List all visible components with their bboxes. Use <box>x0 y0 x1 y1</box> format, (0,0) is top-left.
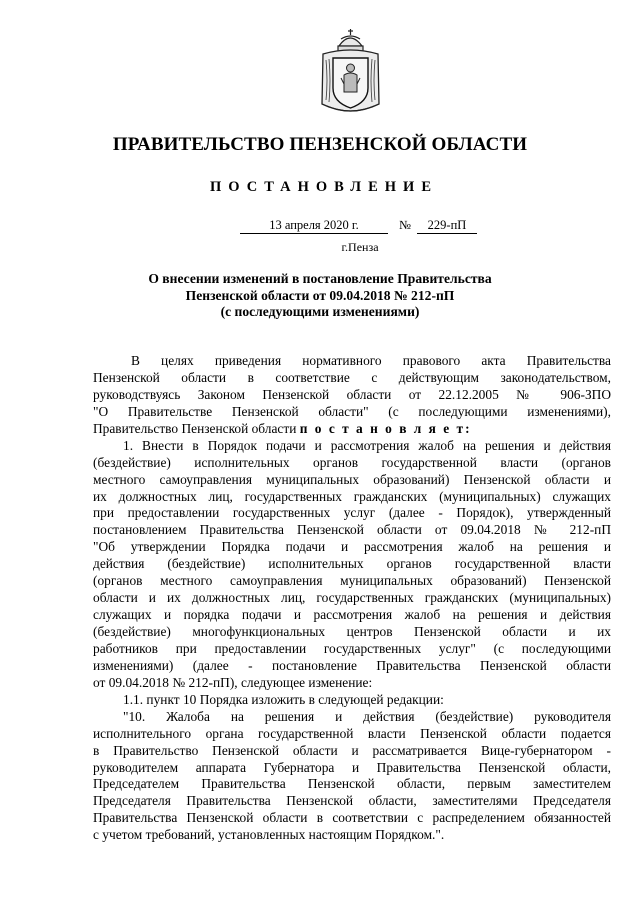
text-line: 1. Внести в Порядок подачи и рассмотрения жалоб на решения и действия <box>123 437 611 453</box>
document-body <box>93 353 611 844</box>
text-line: области и их должностных лиц, государственных гражданских (муниципальных) <box>93 590 611 606</box>
number-sign: № <box>399 218 411 232</box>
text-line: с учетом требований, установленных настоящим Порядком.". <box>93 827 445 843</box>
text-line: руководствуясь Законом Пензенской области от 22.12.2005 № 906-ЗПО <box>93 386 611 402</box>
text-line: их должностных лиц, государственных гражданских (муниципальных) служащих <box>93 488 611 504</box>
text-line: 1.1. пункт 10 Порядка изложить в следующей редакции: <box>123 691 444 707</box>
text-line: Правительства Пензенской области в соответствии с распределением обязанностей <box>93 810 611 826</box>
text-line: Председателем Правительства Пензенской области, первым заместителем <box>93 776 611 792</box>
text-line: действия (бездействие) исполнительных органов государственной власти <box>93 556 611 572</box>
document-type: ПОСТАНОВЛЕНИЕ <box>209 179 438 195</box>
text-line: (бездействие) многофункциональных центров Пензенской области и их <box>93 624 611 639</box>
text-fragment: Правительство Пензенской области <box>93 420 297 436</box>
text-line: (органов местного самоуправления муниципальных образований) Пензенской <box>93 573 611 589</box>
text-line: "О Правительстве Пензенской области" (с последующими изменениями), <box>93 403 611 419</box>
text-line: В целях приведения нормативного правового акта Правительства <box>131 353 611 368</box>
coat-of-arms-icon <box>313 26 388 118</box>
text-line: исполнительного органа государственной власти Пензенской области подается <box>93 725 611 741</box>
text-line: постановлением Правительства Пензенской области от 09.04.2018 № 212-пП <box>93 522 611 538</box>
text-line: изменениями) (далее - постановление Правительства Пензенской области <box>93 657 611 673</box>
heading-line: Пензенской области от 09.04.2018 № 212-пП <box>185 287 455 303</box>
text-line: работников при предоставлении государственных услуг" (с последующими <box>93 640 611 656</box>
document-date: 13 апреля 2020 г. <box>240 218 388 234</box>
text-line: (бездействие) исполнительных органов государственной власти (органов <box>93 454 611 470</box>
document-number: 229-пП <box>417 218 477 234</box>
city: г.Пенза <box>341 240 379 254</box>
heading-line: (с последующими изменениями) <box>220 304 420 319</box>
text-line: при предоставлении государственных услуг (далее - Порядок), утвержденный <box>93 505 611 521</box>
text-line: служащих и порядка подачи и рассмотрения жалоб на решения и действия <box>93 607 611 623</box>
text-line: руководителем аппарата Губернатора и Правительства Пензенской области, <box>93 759 611 775</box>
document-heading <box>0 271 640 321</box>
resolution-word: п о с т а н о в л я е т: <box>299 420 472 436</box>
heading-line: О внесении изменений в постановление Правительства <box>148 271 492 286</box>
text-line: в Правительство Пензенской области и рассматривается Вице-губернатором - <box>93 742 611 758</box>
text-line: от 09.04.2018 № 212-пП), следующее изменение: <box>93 674 373 690</box>
text-line: местного самоуправления муниципальных образований) Пензенской области и <box>93 471 611 487</box>
government-name: ПРАВИТЕЛЬСТВО ПЕНЗЕНСКОЙ ОБЛАСТИ <box>112 134 528 155</box>
text-line: "10. Жалоба на решения и действия (бездействие) руководителя <box>123 708 611 724</box>
text-line <box>93 421 611 438</box>
text-line: Пензенской области в соответствие с действующим законодательством, <box>93 369 611 385</box>
text-line: Председателя Правительства Пензенской области, заместителями Председателя <box>93 793 611 809</box>
text-line: "Об утверждении Порядка подачи и рассмотрения жалоб на решения и <box>93 539 611 555</box>
